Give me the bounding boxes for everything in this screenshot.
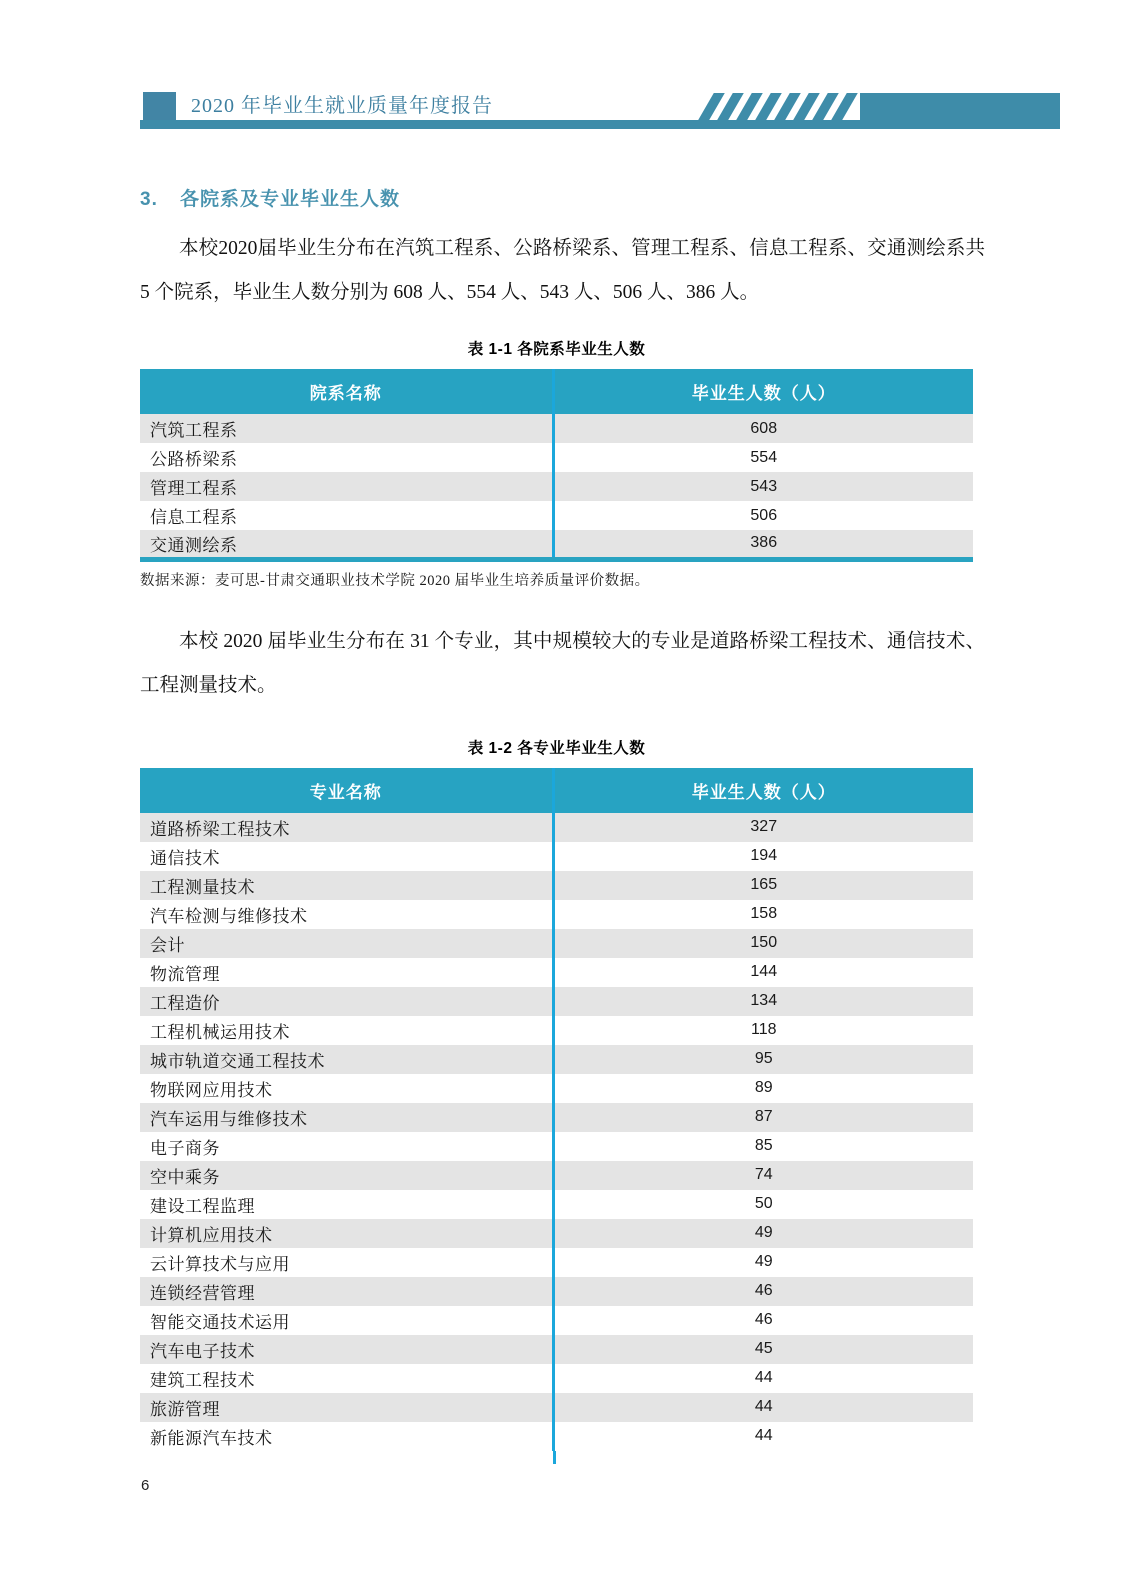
departments-table-body [140,414,973,559]
major-name-cell: 云计算技术与应用 [150,1254,290,1274]
graduate-count-cell: 134 [553,987,973,1016]
major-name-cell: 连锁经营管理 [140,1277,553,1306]
graduate-count-cell: 85 [553,1132,973,1161]
graduate-count-cell: 144 [553,958,973,987]
department-name-cell: 信息工程系 [150,508,238,527]
diagonal-stripes-icon [700,93,850,120]
table-row [140,1364,973,1393]
table-row [140,472,973,501]
graduate-count-cell: 554 [553,443,973,472]
graduate-count-cell: 44 [553,1422,973,1451]
graduate-count-cell: 87 [553,1103,973,1132]
major-name-cell: 工程测量技术 [140,871,553,900]
department-name-cell: 公路桥梁系 [150,450,238,469]
section-heading [140,184,985,211]
table-row [140,1306,973,1335]
majors-table-body [140,813,973,1451]
table-row [140,929,973,958]
major-name-cell: 旅游管理 [140,1393,553,1422]
table-row [140,1219,973,1248]
departments-table [140,369,973,562]
header-rule [140,120,1060,129]
data-source-note: 数据来源：麦可思-甘肃交通职业技术学院 2020 届毕业生培养质量评价数据。 [140,572,650,589]
table-continuation-divider [553,1451,556,1464]
header-decoration-band [700,93,1060,120]
graduate-count-cell: 158 [553,900,973,929]
table-row [140,1248,973,1277]
table2-caption: 表 1-2 各专业毕业生人数 [467,739,646,757]
paragraph-departments: 本校2020届毕业生分布在汽筑工程系、公路桥梁系、管理工程系、信息工程系、交通测绘系共 5 个院系，毕业生人数分别为 608 人、554 人、543 人、506 人、386 人。 [140,238,985,303]
page-number: 6 [141,1477,150,1494]
major-name-cell: 计算机应用技术 [140,1219,553,1248]
graduate-count-cell: 74 [553,1161,973,1190]
table-header-row [140,768,973,813]
major-name-cell: 物联网应用技术 [150,1080,273,1100]
graduate-count-cell: 608 [553,414,973,443]
major-name-cell: 会计 [140,929,553,958]
graduate-count-cell: 95 [553,1045,973,1074]
table-row [140,1422,973,1451]
major-name-cell: 工程造价 [140,987,553,1016]
major-name-cell: 建筑工程技术 [150,1370,255,1390]
major-name-cell: 通信技术 [150,848,220,868]
table-row [140,501,973,530]
table-row [140,443,973,472]
table-row [140,871,973,900]
graduate-count-cell: 49 [553,1248,973,1277]
graduate-count-cell: 150 [553,929,973,958]
table-row [140,1016,973,1045]
graduate-count-cell: 46 [553,1277,973,1306]
table-row [140,842,973,871]
graduate-count-cell: 194 [553,842,973,871]
graduate-count-cell: 44 [553,1393,973,1422]
table-row [140,1277,973,1306]
table-header-row [140,369,973,414]
table-row [140,1074,973,1103]
section-number: 3. [140,189,158,210]
table-row [140,414,973,443]
graduate-count-cell: 386 [553,530,973,559]
report-title: 2020 年毕业生就业质量年度报告 [191,95,493,117]
header-accent-square [143,92,176,120]
table-row [140,1103,973,1132]
graduate-count-cell: 50 [553,1190,973,1219]
graduate-count-cell: 45 [553,1335,973,1364]
major-name-cell: 智能交通技术运用 [150,1312,290,1332]
major-name-cell: 汽车检测与维修技术 [150,906,308,926]
table-row [140,987,973,1016]
graduate-count-cell: 506 [553,501,973,530]
column-header-major: 专业名称 [140,768,553,813]
table-row [140,1393,973,1422]
department-name-cell: 汽筑工程系 [140,414,553,443]
table-row [140,1161,973,1190]
table-row [140,813,973,842]
table-row [140,530,973,559]
graduate-count-cell: 49 [553,1219,973,1248]
department-name-cell: 管理工程系 [140,472,553,501]
table-row [140,1190,973,1219]
major-name-cell: 汽车电子技术 [140,1335,553,1364]
graduate-count-cell: 89 [553,1074,973,1103]
major-name-cell: 汽车运用与维修技术 [140,1103,553,1132]
table-row [140,1132,973,1161]
page-content [140,132,985,1464]
major-name-cell: 电子商务 [150,1138,220,1158]
major-name-cell: 城市轨道交通工程技术 [140,1045,553,1074]
major-name-cell: 道路桥梁工程技术 [140,813,553,842]
table-row [140,1335,973,1364]
table1-caption: 表 1-1 各院系毕业生人数 [467,341,646,358]
column-header-count: 毕业生人数（人） [553,768,973,813]
graduate-count-cell: 165 [553,871,973,900]
table-row [140,958,973,987]
graduate-count-cell: 543 [553,472,973,501]
column-header-count: 毕业生人数（人） [553,369,973,414]
major-name-cell: 建设工程监理 [150,1196,255,1216]
graduate-count-cell: 327 [553,813,973,842]
graduate-count-cell: 118 [553,1016,973,1045]
major-name-cell: 新能源汽车技术 [150,1428,273,1448]
major-name-cell: 物流管理 [150,964,220,984]
department-name-cell: 交通测绘系 [140,530,553,559]
table-row [140,900,973,929]
graduate-count-cell: 46 [553,1306,973,1335]
section-title: 各院系及专业毕业生人数 [180,189,401,210]
header-band-solid [860,93,1060,120]
major-name-cell: 工程机械运用技术 [150,1022,290,1042]
column-header-department: 院系名称 [140,369,553,414]
table-row [140,1045,973,1074]
majors-table [140,768,973,1451]
major-name-cell: 空中乘务 [140,1161,553,1190]
paragraph-majors: 本校 2020 届毕业生分布在 31 个专业，其中规模较大的专业是道路桥梁工程技术、通信技术、工程测量技术。 [140,630,985,696]
graduate-count-cell: 44 [553,1364,973,1393]
